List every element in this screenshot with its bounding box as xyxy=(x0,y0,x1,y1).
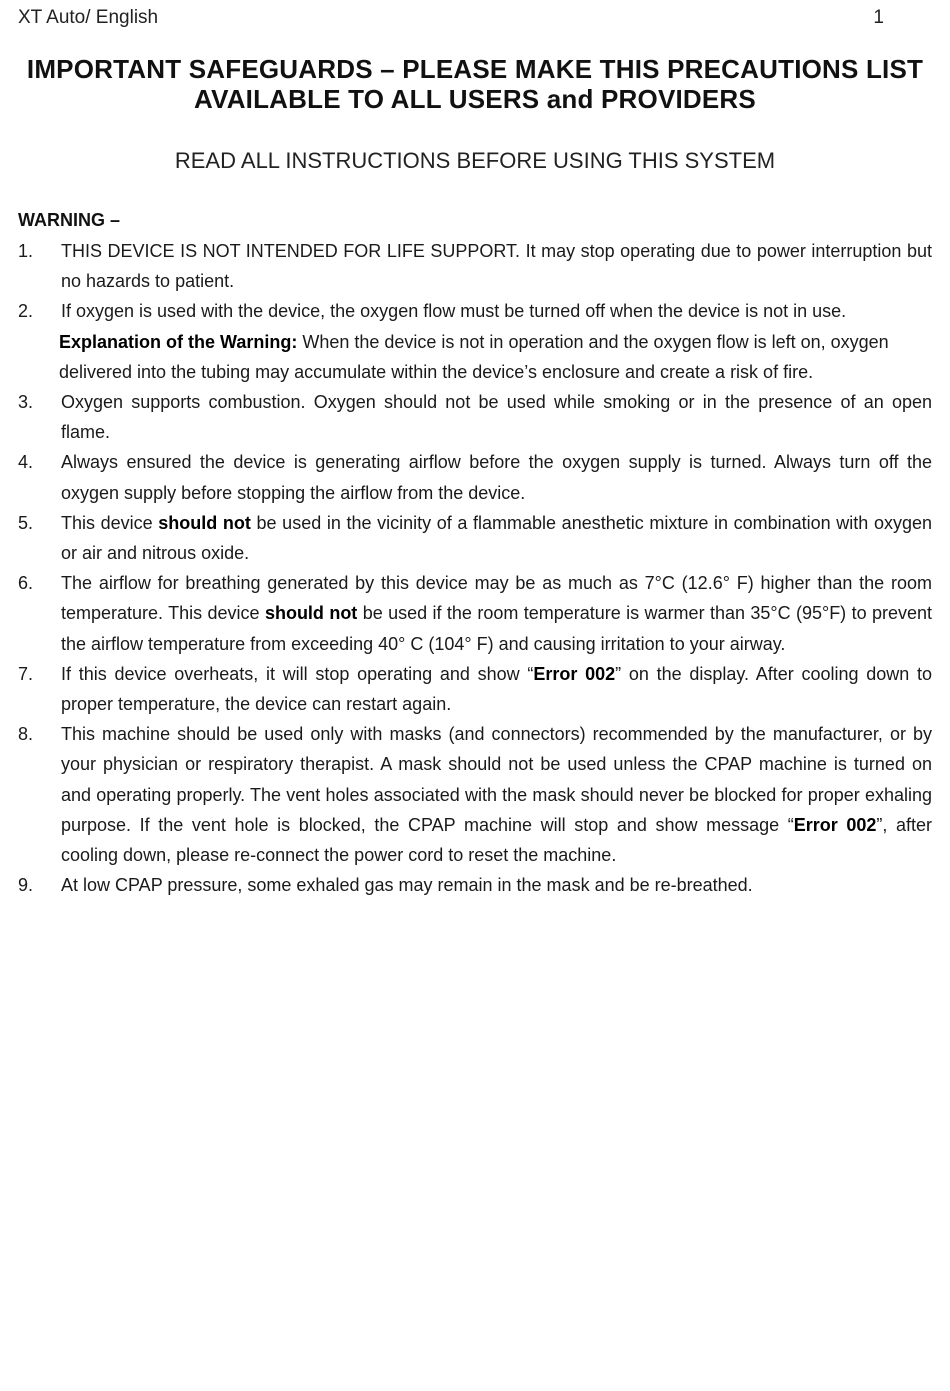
page-title xyxy=(20,54,930,114)
warning-text-pre: If this device overheats, it will stop operating and show “ xyxy=(61,663,534,684)
document-language-label: XT Auto/ English xyxy=(18,7,159,28)
page-title-line-2: AVAILABLE TO ALL USERS and PROVIDERS xyxy=(194,84,756,114)
warning-item-6 xyxy=(18,568,932,659)
warning-item-2 xyxy=(18,296,932,387)
warning-heading: WARNING – xyxy=(18,210,121,230)
warning-text-pre: The airflow for breathing generated by this device may be as much as 7°C (12.6° F) higher than the room temperature. This device xyxy=(61,573,932,624)
warning-text: At low CPAP pressure, some exhaled gas may remain in the mask and be re-breathed. xyxy=(61,875,753,896)
page-title-line-1: IMPORTANT SAFEGUARDS – PLEASE MAKE THIS PRECAUTIONS LIST xyxy=(26,54,924,84)
warning-text-post: be used if the room temperature is warmer than 35°C (95°F) to prevent the airflow temperature from exceeding 40° C (104° F) and causing irritation to your airway. xyxy=(61,603,933,654)
warning-item-1 xyxy=(18,236,932,296)
warning-number: 8. xyxy=(18,724,34,745)
warning-text-post: ”, after cooling down, please re-connect the power cord to reset the machine. xyxy=(61,814,932,866)
warning-emphasis: should not xyxy=(158,512,251,533)
warning-item-7 xyxy=(18,659,932,719)
page-header xyxy=(18,6,884,30)
warning-text: Always ensured the device is generating airflow before the oxygen supply is turned. Always turn off the oxygen supply before stopping the airflow from the device. xyxy=(61,452,932,503)
warning-number: 6. xyxy=(18,573,34,594)
warning-explanation xyxy=(59,327,932,387)
explanation-label: Explanation of the Warning: xyxy=(59,331,298,352)
warning-number: 3. xyxy=(18,392,34,413)
error-code: Error 002 xyxy=(533,663,616,684)
warning-item-5 xyxy=(18,508,932,568)
warning-text-post: be used in the vicinity of a flammable anesthetic mixture in combination with oxygen or air and nitrous oxide. xyxy=(61,512,932,564)
warning-item-9 xyxy=(18,870,932,900)
warning-text: If oxygen is used with the device, the oxygen flow must be turned off when the device is not in use. xyxy=(61,301,847,322)
warning-item-3 xyxy=(18,387,932,447)
warning-item-4 xyxy=(18,447,932,507)
warning-number: 7. xyxy=(18,663,34,684)
warning-text-pre: This machine should be used only with masks (and connectors) recommended by the manufacturer, or by your physician or respiratory therapist. A mask should not be used unless the CPAP machine is turned on and operating properly. The vent holes associated with the mask should never be blocked for proper exhaling purpose. If the vent hole is blocked, the CPAP machine will stop and show message “ xyxy=(61,724,932,835)
warning-number: 2. xyxy=(18,301,34,322)
warning-number: 5. xyxy=(18,512,34,533)
warning-number: 4. xyxy=(18,452,34,473)
warning-item-8 xyxy=(18,719,932,870)
error-code: Error 002 xyxy=(793,814,877,835)
warnings-list xyxy=(18,236,932,900)
instructions-subtitle: READ ALL INSTRUCTIONS BEFORE USING THIS SYSTEM xyxy=(174,148,776,173)
page-number: 1 xyxy=(873,7,884,28)
warning-text-pre: This device xyxy=(61,512,159,533)
warning-text-post: ” on the display. After cooling down to proper temperature, the device can restart again. xyxy=(61,663,932,715)
warning-text: THIS DEVICE IS NOT INTENDED FOR LIFE SUPPORT. It may stop operating due to power interruption but no hazards to patient. xyxy=(61,241,932,292)
warning-emphasis: should not xyxy=(264,603,358,624)
warning-number: 1. xyxy=(18,241,34,261)
explanation-text: When the device is not in operation and the oxygen flow is left on, oxygen delivered into the tubing may accumulate within the device’s enclosure and create a risk of fire. xyxy=(59,331,889,382)
warning-text: Oxygen supports combustion. Oxygen should not be used while smoking or in the presence of an open flame. xyxy=(61,392,932,443)
warning-number: 9. xyxy=(18,875,34,896)
